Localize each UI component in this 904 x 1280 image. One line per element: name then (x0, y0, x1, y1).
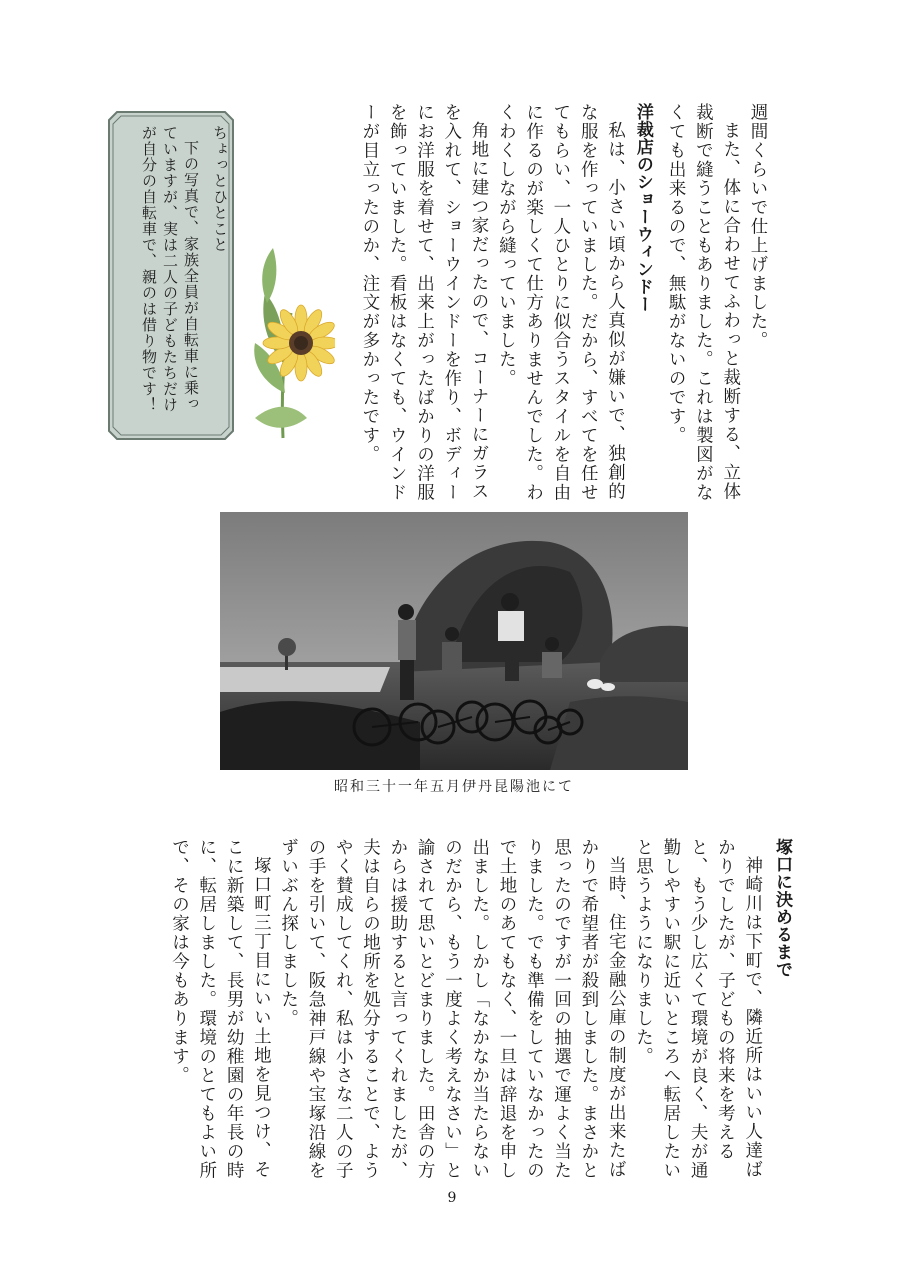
section-heading: 塚口に決めるまで (772, 838, 792, 978)
paragraph: 私は、小さい頃から人真似が嫌いで、独創的な服を作っていました。だから、すべてを任せてもらい、一人ひとりに似合うスタイルを自由に作るのが楽しくて仕方ありませんでした。わくわくしながら縫っていました。 (496, 103, 626, 502)
section-heading: 洋裁店のショーウィンドー (632, 103, 653, 313)
bottom-text-block (165, 838, 795, 1183)
paragraph: 塚口町三丁目にいい土地を見つけ、そこに新築して、長男が幼稚園の年長の時に、転居しました。環境のとてもよい所で、その家は今もあります。 (169, 838, 272, 1180)
family-bicycle-photo (220, 512, 688, 770)
paragraph: また、体に合わせてふわっと裁断する、立体裁断で縫うこともありました。これは製図がなくても出来るので、無駄がないのです。 (666, 103, 741, 502)
paragraph: 当時、住宅金融公庫の制度が出来たばかりで希望者が殺到しました。まさかと思ったのですが一回の抽選で運よく当たりました。でも準備をしていなかったので土地のあてもなく、一旦は辞退を申し出ました。しかし「なかなか当たらないのだから、もう一度よく考えなさい」と諭されて思いとどまりました。田舎の方からは援助すると言ってくれましたが、夫は自らの地所を処分することで、ようやく賛成してくれ、私は小さな二人の子の手を引いて、阪急神戸線や宝塚沿線をずいぶん探しました。 (278, 838, 627, 1180)
page-number: 9 (447, 1190, 457, 1206)
aside-body: 下の写真で、家族全員が自転車に乗っていますが、実は二人の子どもたちだけが自分の自転車で、親のは借り物です！ (140, 125, 200, 413)
paragraph: 神崎川は下町で、隣近所はいい人達ばかりでしたが、子どもの将来を考えると、もう少し広くて環境が良く、夫が通勤しやすい駅に近いところへ転居したいと思うようになりました。 (633, 838, 763, 1180)
aside-note (138, 125, 230, 425)
sunflower-illustration (243, 243, 335, 443)
aside-title: ちょっとひとこと (211, 125, 229, 253)
top-text-block (356, 103, 771, 503)
paragraph: 角地に建つ家だったので、コーナーにガラスを入れて、ショーウインドーを作り、ボディーにお洋服を着せて、出来上がったばかりの洋服を飾っていました。看板はなくても、ウインドーが目立ったのか、注文が多かったです。 (359, 103, 490, 502)
photo-caption: 昭和三十一年五月伊丹昆陽池にて (334, 779, 574, 795)
paragraph: 週間くらいで仕上げました。 (748, 103, 768, 350)
